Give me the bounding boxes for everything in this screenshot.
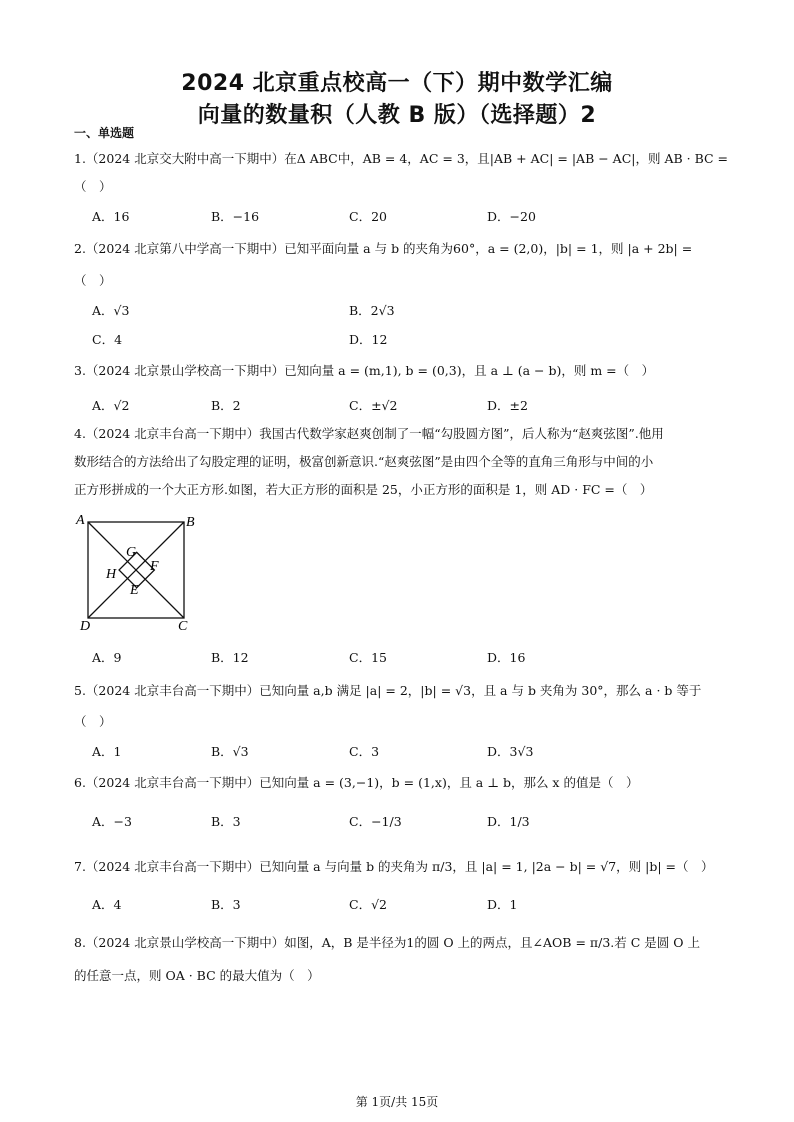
question-6-text: 6.（2024 北京丰台高一下期中）已知向量 a = (3,−1)，b = (1,x)，且 a ⊥ b，那么 x 的值是（ ） [74, 775, 639, 790]
question-4-text-line2: 数形结合的方法给出了勾股定理的证明，极富创新意识.“赵爽弦图”是由四个全等的直角三角形与中间的小 [74, 454, 654, 469]
question-1-option-d: D．−20 [487, 209, 536, 224]
question-4-text-line1: 4.（2024 北京丰台高一下期中）我国古代数学家赵爽创制了一幅“勾股圆方图”，后人称为“赵爽弦图”.他用 [74, 426, 664, 441]
question-3-option-b: B．2 [211, 398, 241, 413]
question-1-option-c: C．20 [349, 209, 387, 224]
question-3-text: 3.（2024 北京景山学校高一下期中）已知向量 a = (m,1), b = (0,3)，且 a ⊥ (a − b)，则 m =（ ） [74, 363, 655, 378]
question-7-option-a: A．4 [92, 897, 122, 912]
question-5-answer-blank: （ ） [74, 714, 112, 729]
label-f: F [150, 559, 159, 574]
label-g: G [126, 545, 137, 560]
document-title-line2: 向量的数量积（人教 B 版）（选择题）2 [197, 103, 597, 128]
question-1-text: 1.（2024 北京交大附中高一下期中）在Δ ABC中，AB = 4，AC = 3，且|AB + AC| = |AB − AC|，则 AB · BC = [74, 151, 729, 166]
question-3-option-a: A．√2 [92, 398, 130, 413]
label-b: B [186, 515, 195, 530]
question-8-text-line2: 的任意一点，则 OA · BC 的最大值为（ ） [74, 968, 320, 983]
question-1-option-a: A．16 [92, 209, 130, 224]
question-7-text: 7.（2024 北京丰台高一下期中）已知向量 a 与向量 b 的夹角为 π/3，且 |a| = 1, |2a − b| = √7，则 |b| =（ ） [74, 859, 714, 874]
label-d: D [80, 619, 91, 634]
question-3-option-d: D．±2 [487, 398, 528, 413]
label-h: H [106, 567, 117, 582]
page-footer: 第 1页/共 15页 [355, 1095, 439, 1109]
question-1-answer-blank: （ ） [74, 179, 112, 194]
question-7-option-d: D．1 [487, 897, 518, 912]
question-2-option-a: A．√3 [92, 303, 130, 318]
question-5-option-d: D．3√3 [487, 744, 534, 759]
question-4-option-c: C．15 [349, 650, 387, 665]
question-4-option-d: D．16 [487, 650, 526, 665]
zhao-shuang-figure [74, 512, 204, 634]
question-4-option-b: B．12 [211, 650, 249, 665]
question-6-option-b: B．3 [211, 814, 241, 829]
question-5-option-b: B．√3 [211, 744, 249, 759]
question-3-option-c: C．±√2 [349, 398, 398, 413]
question-1-option-b: B．−16 [211, 209, 260, 224]
question-7-option-c: C．√2 [349, 897, 387, 912]
section-heading: 一、单选题 [74, 126, 135, 140]
question-2-text: 2.（2024 北京第八中学高一下期中）已知平面向量 a 与 b 的夹角为60°，a = (2,0)，|b| = 1，则 |a + 2b| = [74, 241, 693, 256]
label-e: E [130, 583, 139, 598]
question-4-text-line3: 正方形拼成的一个大正方形.如图，若大正方形的面积是 25，小正方形的面积是 1，则 AD · FC =（ ） [74, 482, 653, 497]
question-2-answer-blank: （ ） [74, 273, 112, 288]
question-6-option-c: C．−1/3 [349, 814, 402, 829]
question-5-text: 5.（2024 北京丰台高一下期中）已知向量 a,b 满足 |a| = 2，|b| = √3，且 a 与 b 夹角为 30°，那么 a · b 等于 [74, 683, 702, 698]
question-2-option-c: C．4 [92, 332, 123, 347]
question-6-option-a: A．−3 [92, 814, 132, 829]
question-2-option-b: B．2√3 [349, 303, 395, 318]
question-5-option-a: A．1 [92, 744, 122, 759]
label-a: A [76, 513, 85, 528]
label-c: C [178, 619, 188, 634]
question-6-option-d: D．1/3 [487, 814, 530, 829]
question-7-option-b: B．3 [211, 897, 241, 912]
question-5-option-c: C．3 [349, 744, 380, 759]
question-8-text-line1: 8.（2024 北京景山学校高一下期中）如图，A，B 是半径为1的圆 O 上的两点，且∠AOB = π/3.若 C 是圆 O 上 [74, 935, 700, 950]
document-title-line1: 2024 北京重点校高一（下）期中数学汇编 [181, 71, 613, 96]
question-4-option-a: A．9 [92, 650, 122, 665]
question-2-option-d: D．12 [349, 332, 388, 347]
